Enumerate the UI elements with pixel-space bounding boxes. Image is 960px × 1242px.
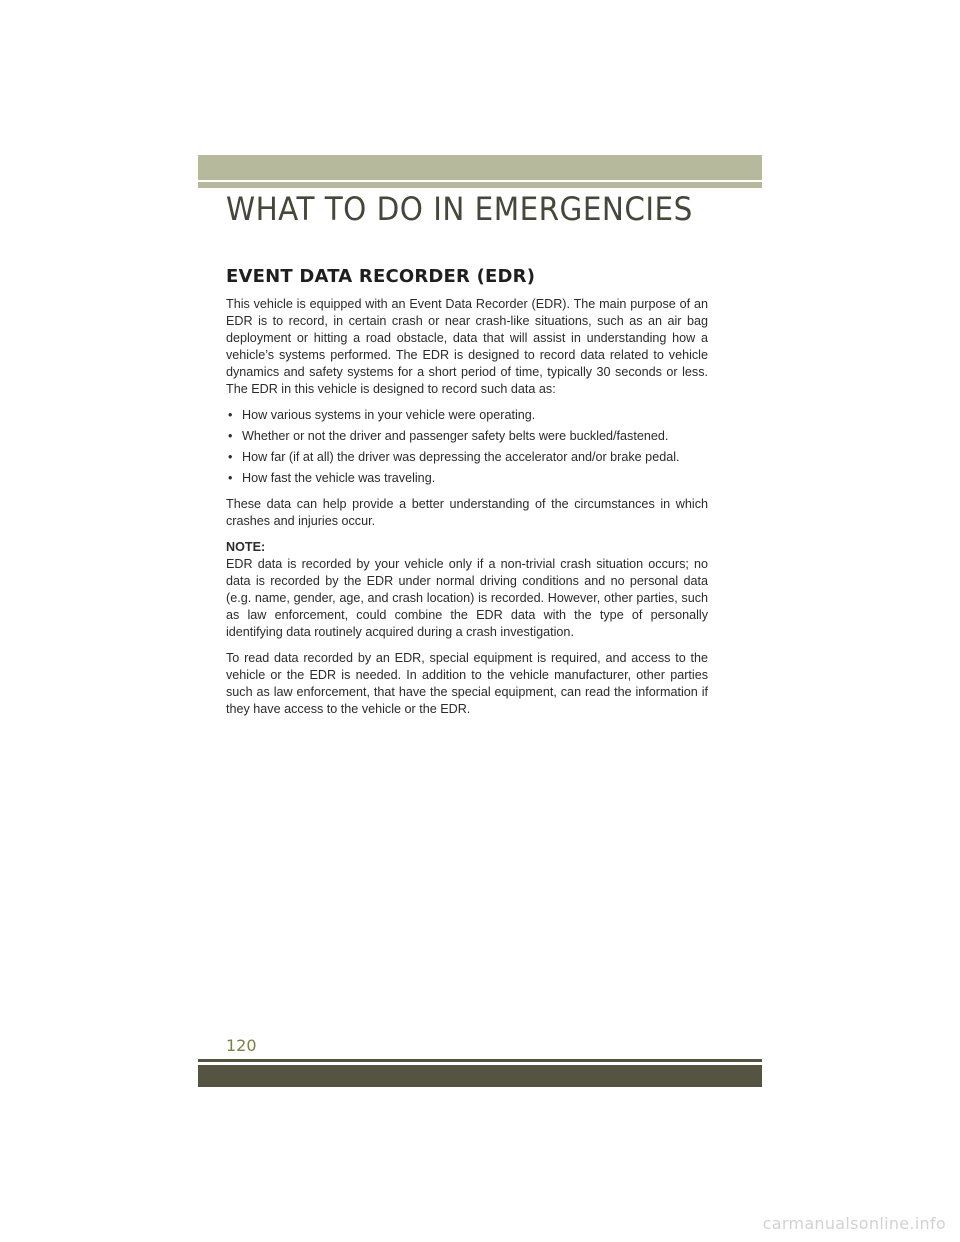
- bullet-icon: •: [228, 429, 233, 443]
- list-item-text: How far (if at all) the driver was depressing the accelerator and/or brake pedal.: [242, 450, 680, 464]
- header-band: [198, 155, 762, 180]
- article-title: EVENT DATA RECORDER (EDR): [226, 266, 536, 287]
- bullet-icon: •: [228, 450, 233, 464]
- list-item-text: How fast the vehicle was traveling.: [242, 471, 436, 485]
- list-item: [226, 449, 708, 466]
- bullet-list: [226, 407, 708, 487]
- footer-band: [198, 1065, 762, 1087]
- list-item-text: Whether or not the driver and passenger safety belts were buckled/fastened.: [242, 429, 669, 443]
- section-title: WHAT TO DO IN EMERGENCIES: [226, 190, 693, 228]
- article-body: [226, 266, 708, 727]
- note-paragraph: EDR data is recorded by your vehicle only if a non-trivial crash situation occurs; no data is recorded by the EDR under normal driving conditions and no personal data (e.g. name, gender, age, and crash location) is recorded. However, other parties, such as law enforcement, could combine the EDR data with the type of personally identifying data routinely acquired during a crash investigation.: [226, 557, 708, 639]
- list-item: [226, 407, 708, 424]
- bullet-icon: •: [228, 408, 233, 422]
- watermark: carmanualsonline.info: [762, 1214, 946, 1233]
- header-rule: [198, 182, 762, 188]
- closing-paragraph: To read data recorded by an EDR, special equipment is required, and access to the vehicle or the EDR is needed. In addition to the vehicle manufacturer, other parties such as law enforcement, that have the special equipment, can read the information if they have access to the vehicle or the EDR.: [226, 651, 708, 716]
- footer-rule: [198, 1059, 762, 1062]
- page-number: 120: [226, 1036, 257, 1055]
- list-item: [226, 428, 708, 445]
- list-item: [226, 470, 708, 487]
- intro-paragraph: This vehicle is equipped with an Event Data Recorder (EDR). The main purpose of an EDR is to record, in certain crash or near crash-like situations, such as an air bag deployment or hitting a road obstacle, data that will assist in understanding how a vehicle’s systems performed. The EDR is designed to record data related to vehicle dynamics and safety systems for a short period of time, typically 30 seconds or less. The EDR in this vehicle is designed to record such data as:: [226, 297, 708, 396]
- summary-paragraph: These data can help provide a better understanding of the circumstances in which crashes and injuries occur.: [226, 497, 708, 528]
- list-item-text: How various systems in your vehicle were operating.: [242, 408, 536, 422]
- bullet-icon: •: [228, 471, 233, 485]
- note-label: NOTE:: [226, 540, 266, 554]
